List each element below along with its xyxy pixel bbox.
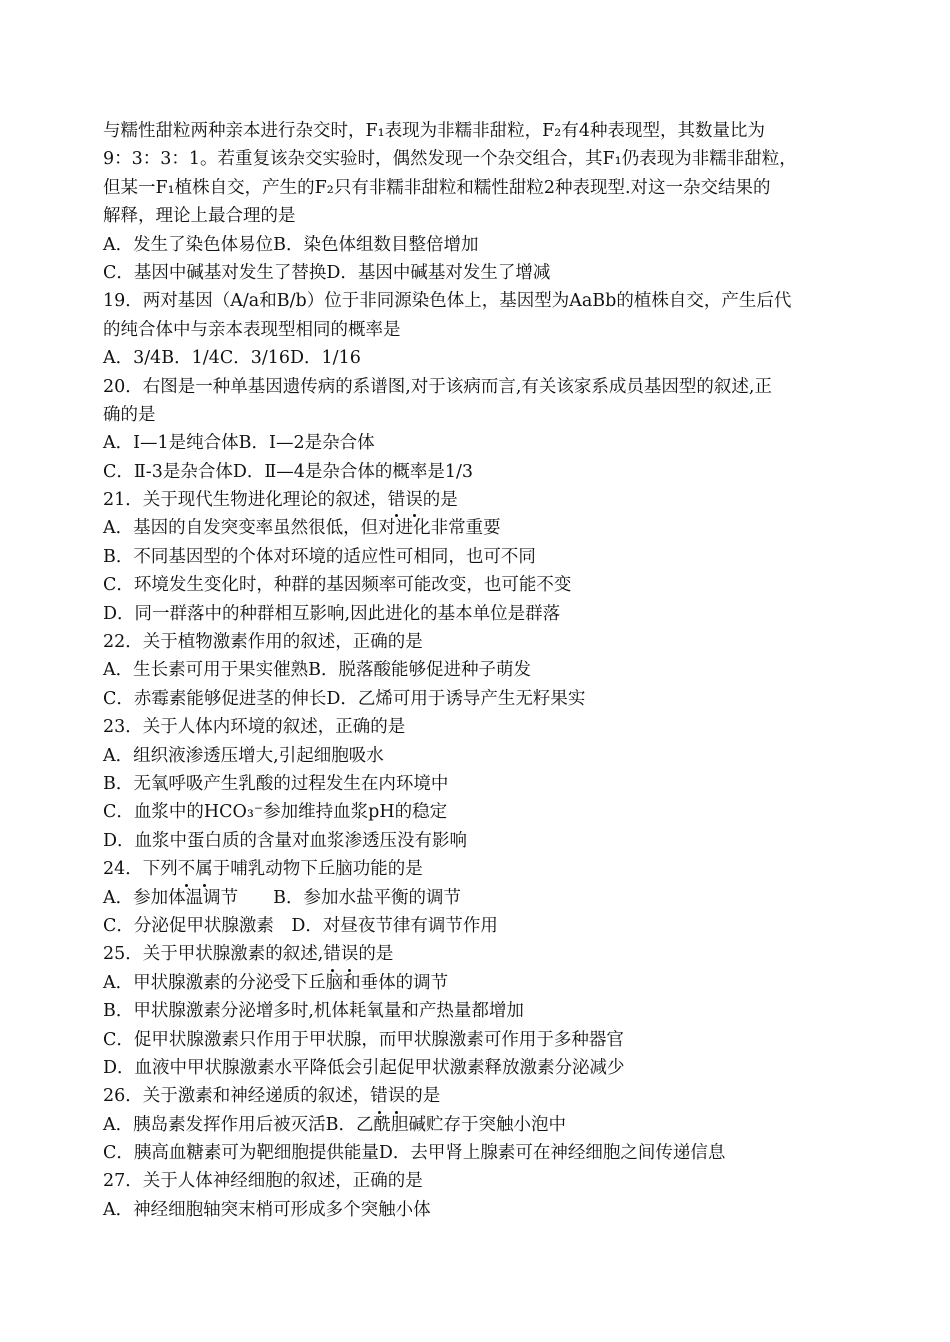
question-24: 24．下列不属于哺乳动物下丘脑功能的是: [103, 855, 873, 883]
option-line: A．胰岛素发挥作用后被灭活B．乙酰胆碱贮存于突触小泡中: [103, 1114, 566, 1135]
option-line: C．基因中碱基对发生了替换D．基因中碱基对发生了增减: [103, 262, 551, 283]
option-line: C．血浆中的HCO₃⁻参加维持血浆pH的稳定: [103, 802, 448, 823]
option-line: C．Ⅱ-3是杂合体D．Ⅱ—4是杂合体的概率是1/3: [103, 461, 474, 482]
question-19: 19．两对基因（A/a和B/b）位于非同源染色体上，基因型为AaBb的植株自交，产生后代: [103, 291, 792, 312]
option-line: B．不同基因型的个体对环境的适应性可相同，也可不同: [103, 546, 536, 567]
question-22: 22．关于植物激素作用的叙述，正确的是: [103, 632, 423, 653]
text-line: 9：3：3：1。若重复该杂交实验时，偶然发现一个杂交组合，其F₁仍表现为非糯非甜粒，: [103, 149, 797, 170]
option-line: B．甲状腺激素分泌增多时,机体耗氧量和产热量都增加: [103, 1001, 524, 1022]
question-20: 20．右图是一种单基因遗传病的系谱图,对于该病而言,有关该家系成员基因型的叙述,正: [103, 376, 772, 397]
question-26: 26．关于激素和神经递质的叙述，错误的是: [103, 1082, 873, 1110]
text-line: 与糯性甜粒两种亲本进行杂交时，F₁表现为非糯非甜粒，F₂有4种表现型，其数量比为: [103, 121, 765, 141]
option-line: D．血液中甲状腺激素水平降低会引起促甲状激素释放激素分泌减少: [103, 1057, 625, 1078]
text-line: 但某一F₁植株自交，产生的F₂只有非糯非甜粒和糯性甜粒2种表现型.对这一杂交结果的: [103, 177, 771, 198]
text-line: 确的是: [103, 404, 156, 425]
option-line: C．促甲状腺激素只作用于甲状腺，而甲状腺激素可作用于多种器官: [103, 1029, 624, 1050]
question-27: 27．关于人体神经细胞的叙述，正确的是: [103, 1171, 423, 1192]
question-23: 23．关于人体内环境的叙述，正确的是: [103, 717, 406, 738]
option-line: A．生长素可用于果实催熟B．脱落酸能够促进种子萌发: [103, 660, 531, 681]
option-line: A．甲状腺激素的分泌受下丘脑和垂体的调节: [103, 972, 449, 993]
option-line: A．3/4B．1/4C．3/16D．1/16: [103, 348, 361, 369]
text-line: 解释，理论上最合理的是: [103, 206, 296, 227]
option-line: B．无氧呼吸产生乳酸的过程发生在内环境中: [103, 773, 449, 794]
text-line: 的纯合体中与亲本表现型相同的概率是: [103, 319, 401, 340]
option-line: C．赤霉素能够促进茎的伸长D．乙烯可用于诱导产生无籽果实: [103, 688, 586, 709]
option-line: D．同一群落中的种群相互影响,因此进化的基本单位是群落: [103, 603, 561, 624]
question-25: 25．关于甲状腺激素的叙述,错误的是: [103, 940, 873, 968]
question-21: 21．关于现代生物进化理论的叙述，错误的是: [103, 486, 873, 514]
option-line: C．分泌促甲状腺激素 D．对昼夜节律有调节作用: [103, 915, 498, 936]
option-line: A．组织液渗透压增大,引起细胞吸水: [103, 745, 384, 766]
document-page: [103, 117, 873, 1224]
option-line: C．环境发生变化时，种群的基因频率可能改变，也可能不变: [103, 575, 572, 596]
option-line: A．Ⅰ—1是纯合体B．Ⅰ—2是杂合体: [103, 433, 375, 454]
option-line: A．神经细胞轴突末梢可形成多个突触小体: [103, 1199, 431, 1220]
option-line: A．参加体温调节 B．参加水盐平衡的调节: [103, 887, 461, 908]
option-line: A．基因的自发突变率虽然很低，但对进化非常重要: [103, 518, 501, 539]
option-line: A．发生了染色体易位B．染色体组数目整倍增加: [103, 234, 479, 255]
option-line: D．血浆中蛋白质的含量对血浆渗透压没有影响: [103, 830, 468, 851]
option-line: C．胰高血糖素可为靶细胞提供能量D．去甲肾上腺素可在神经细胞之间传递信息: [103, 1143, 726, 1164]
